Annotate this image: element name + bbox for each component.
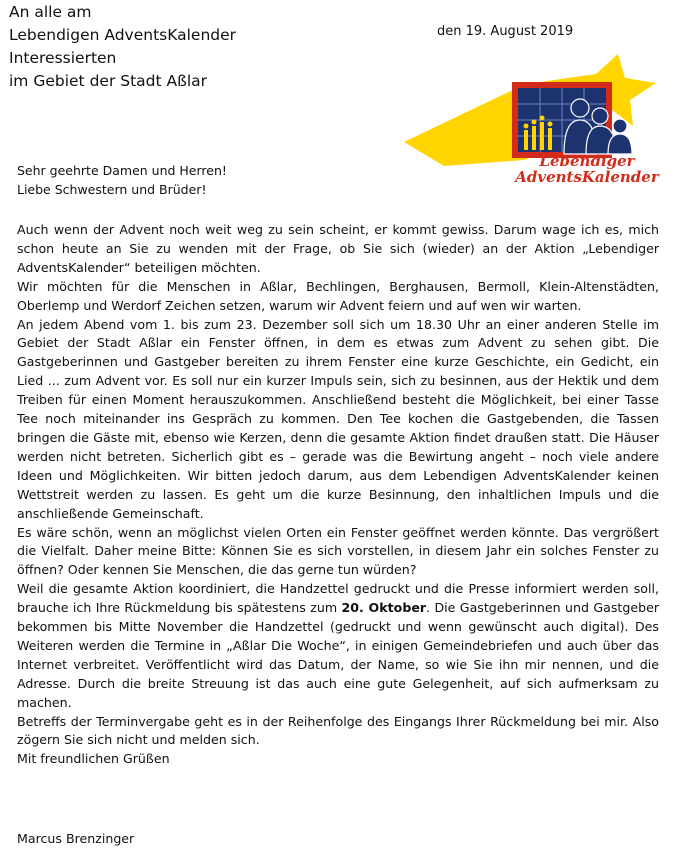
logo-line-2: AdventsKalender (515, 168, 659, 186)
paragraph-5-text-b: . Die Gastgeberinnen und Gastgeber bekommen bis Mitte November die Handzettel (gedruckt und wenn gewünscht auch digital). Des Weiteren werden die Termine in „Aßlar Die Woche“, in einigen Gemeindebriefen und auch über das Internet verbreitet. Veröffentlicht wird das Datum, der Name, so wie Sie ihn mir nennen, und die Adresse. Durch die breite Streuung ist das auch eine gute Gelegenheit, auf sich aufmerksam zu machen. (17, 600, 660, 710)
greeting-line-1: Sehr geehrte Damen und Herren! (17, 163, 227, 178)
logo-line-1: Lebendiger (539, 152, 635, 170)
paragraph-2: Wir möchten für die Menschen in Aßlar, Bechlingen, Berghausen, Bermoll, Klein-Altenstädten, Oberlemp und Werdorf Zeichen setzen, warum wir Advent feiern und auf wen wir warten. (17, 278, 659, 313)
greeting-line-2: Liebe Schwestern und Brüder! (17, 182, 207, 197)
paragraph-1: Auch wenn der Advent noch weit weg zu sein scheint, er kommt gewiss. Darum wage ich es, mich schon heute an Sie zu wenden mit der Frage, ob Sie sich (wieder) an der Aktion „Lebendiger AdventsKalender“ beteiligen möchten. (17, 222, 659, 275)
salutation (17, 161, 227, 199)
paragraph-6: Betreffs der Terminvergabe geht es in der Reihenfolge des Eingangs Ihrer Rückmeldung bei mir. Also zögern Sie sich nicht und melden sich. (17, 713, 659, 748)
recipient-line-3: Interessierten (9, 49, 117, 67)
recipient-line-4: im Gebiet der Stadt Aßlar (9, 72, 208, 90)
deadline-date: 20. Oktober (341, 600, 427, 616)
logo-wordmark (507, 153, 667, 185)
paragraph-3: An jedem Abend vom 1. bis zum 23. Dezember soll sich um 18.30 Uhr an einer anderen Stelle im Gebiet der Stadt Aßlar ein Fenster öffnen, in dem es etwas zum Advent zu sehen gibt. Die Gastgeberinnen und Gastgeber bereiten zu ihrem Fenster eine kurze Geschichte, ein Gedicht, ein Lied ... zum Advent vor. Es soll nur ein kurzer Impuls sein, sich zu besinnen, aus der Hektik und dem Treiben für einen Moment herauszukommen. Anschließend besteht die Möglichkeit, bei einer Tasse Tee noch miteinander ins Gespräch zu kommen. Den Tee kochen die Gastgebenden, die Tassen bringen die Gäste mit, ebenso wie Kerzen, denn die gesamte Aktion findet draußen statt. Die Häuser werden nicht betreten. Sicherlich gibt es – gerade was die Bewirtung angeht – noch viele andere Ideen und Möglichkeiten. Wir bitten jedoch darum, aus dem Lebendigen AdventsKalender keinen Wettstreit werden zu lassen. Es geht um die kurze Besinnung, den inhaltlichen Impuls und die anschließende Gemeinschaft. (17, 316, 659, 521)
letter-date: den 19. August 2019 (437, 24, 574, 39)
recipient-line-2: Lebendigen AdventsKalender (9, 26, 237, 44)
closing-phrase: Mit freundlichen Grüßen (17, 751, 170, 766)
recipient-line-1: An alle am (9, 3, 92, 21)
paragraph-4: Es wäre schön, wenn an möglichst vielen Orten ein Fenster geöffnet werden könnte. Das vergrößert die Vielfalt. Daher meine Bitte: Können Sie es sich vorstellen, in diesem Jahr ein solches Fenster zu öffnen? Oder kennen Sie Menschen, die das gerne tun würden? (17, 524, 659, 578)
letter-body (17, 221, 659, 750)
recipient-address (9, 1, 236, 93)
paragraph-5-text-a: Weil die gesamte Aktion koordiniert, die Handzettel gedruckt und die Presse informiert werden soll, brauche ich Ihre Rückmeldung bis spätestens zum (17, 581, 659, 616)
paragraph-5 (17, 580, 659, 712)
signature-name: Marcus Brenzinger (17, 831, 135, 846)
